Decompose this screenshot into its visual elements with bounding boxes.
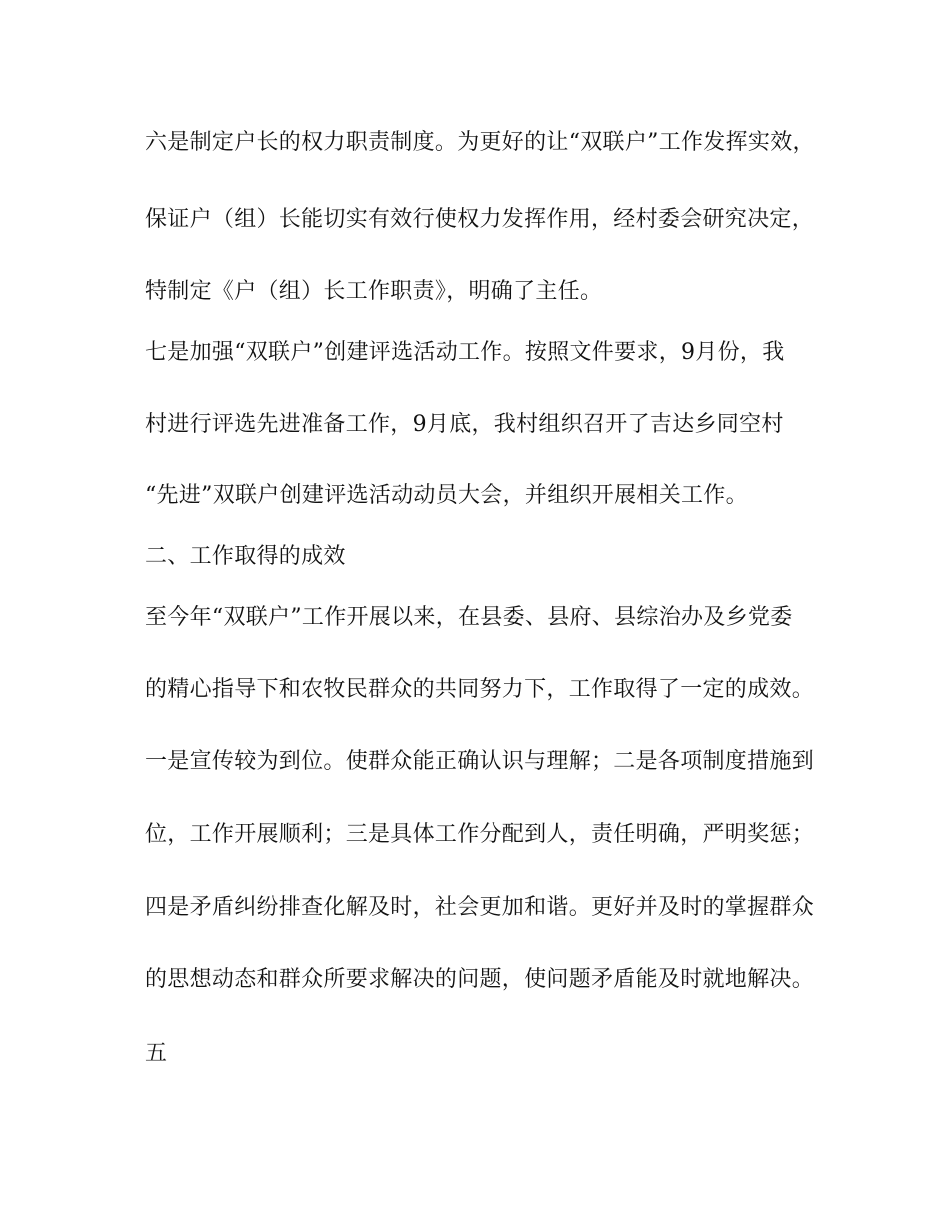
paragraph-line: 的精心指导下和农牧民群众的共同努力下，工作取得了一定的成效。: [145, 677, 815, 702]
paragraph-line: 六是制定户长的权力职责制度。为更好的让“双联户”工作发挥实效，: [145, 130, 815, 155]
paragraph-line: 五: [145, 1041, 168, 1066]
paragraph-line: 四是矛盾纠纷排查化解及时，社会更加和谐。更好并及时的掌握群众: [145, 895, 815, 920]
paragraph-line: 的思想动态和群众所要求解决的问题，使问题矛盾能及时就地解决。: [145, 967, 815, 992]
paragraph-line: 村进行评选先进准备工作，9月底，我村组织召开了吉达乡同空村: [145, 412, 784, 437]
section-heading: 二、工作取得的成效: [145, 544, 346, 569]
paragraph-line: “先进”双联户创建评选活动动员大会，并组织开展相关工作。: [145, 483, 748, 508]
paragraph-line: 一是宣传较为到位。使群众能正确认识与理解；二是各项制度措施到: [145, 749, 815, 774]
paragraph-line: 特制定《户（组）长工作职责》，明确了主任。: [145, 279, 603, 304]
paragraph-line: 至今年“双联户”工作开展以来，在县委、县府、县综治办及乡党委: [145, 605, 793, 630]
paragraph-line: 保证户（组）长能切实有效行使权力发挥作用，经村委会研究决定，: [145, 207, 815, 232]
paragraph-line: 七是加强“双联户”创建评选活动工作。按照文件要求，9月份，我: [145, 340, 785, 365]
paragraph-line: 位，工作开展顺利；三是具体工作分配到人，责任明确，严明奖惩；: [145, 822, 815, 847]
